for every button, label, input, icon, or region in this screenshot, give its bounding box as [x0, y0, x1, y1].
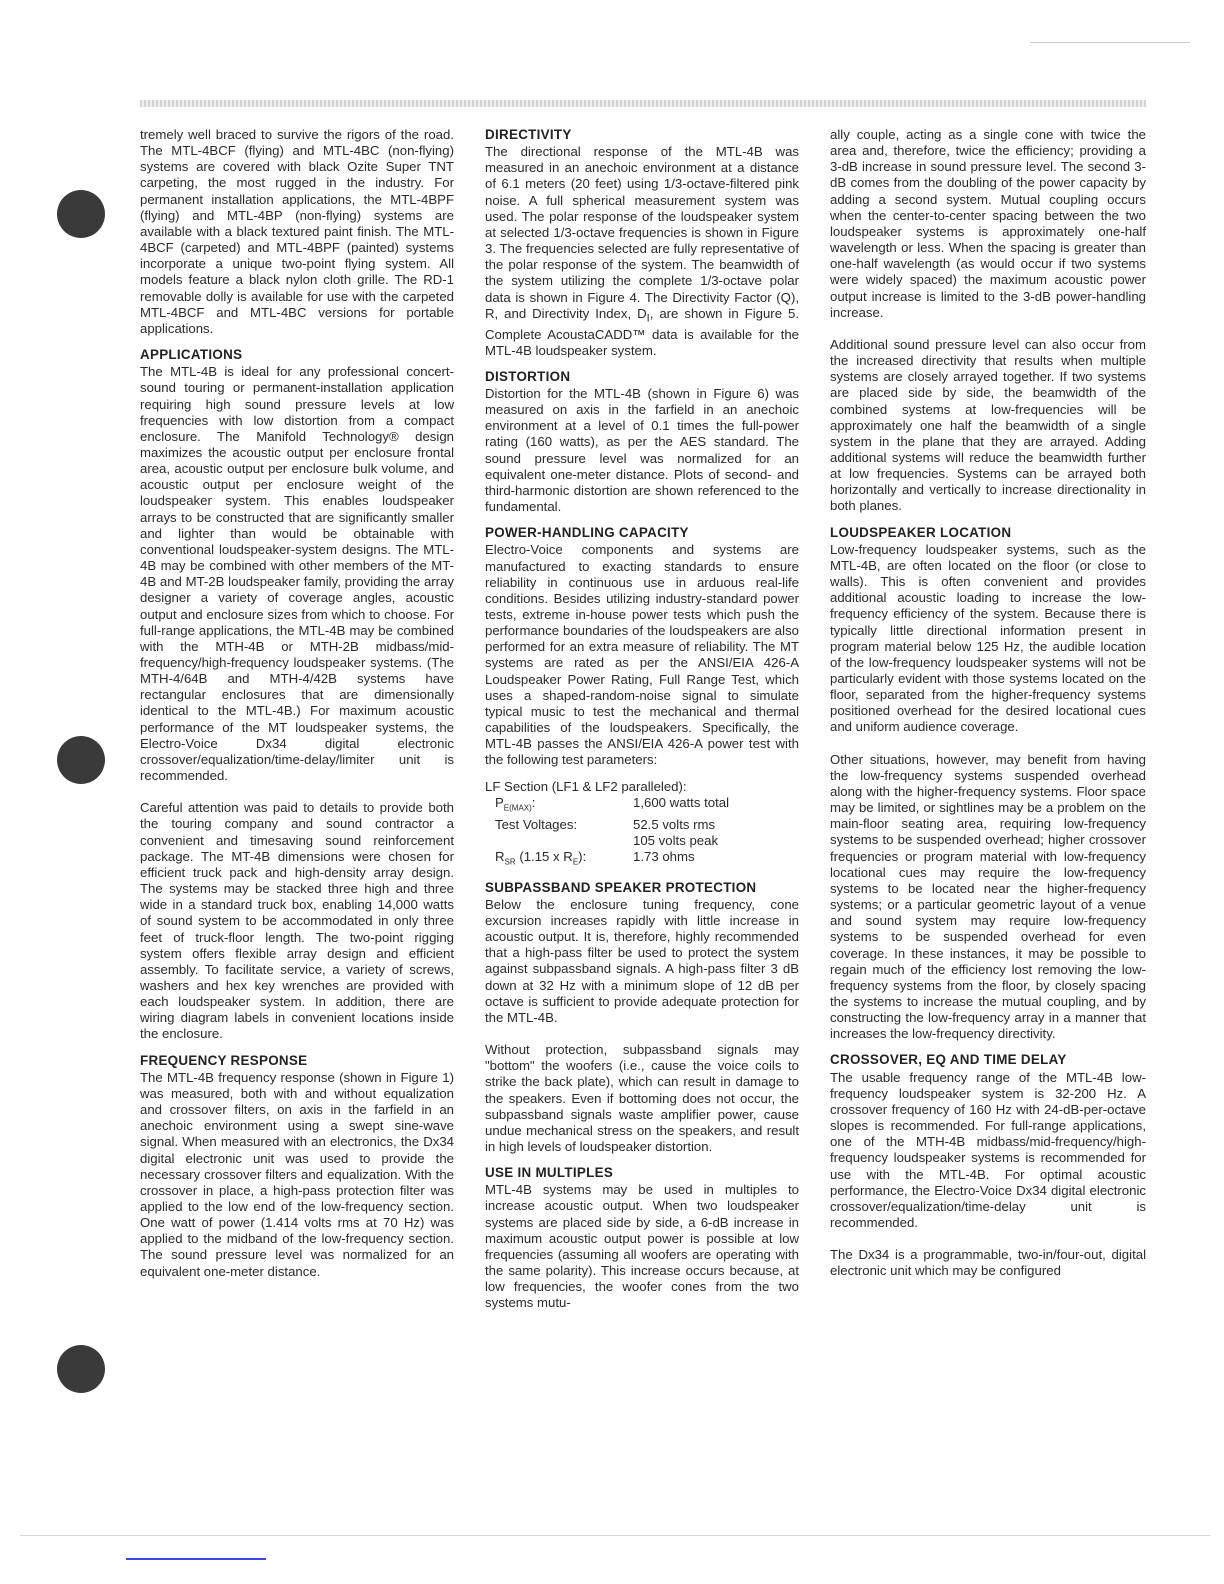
column-right — [830, 127, 1146, 1289]
subpassband-heading: SUBPASSBAND SPEAKER PROTECTION — [485, 879, 757, 895]
directivity-text-a: The directional response of the MTL-4B was measured in an anechoic environment at a distance of 6.1 meters (20 feet) using 1/3-octave-filtered pink noise. A full spherical measurement system was used. The polar response of the loudspeaker system at selected 1/3-octave frequencies is shown in Figure 3. The frequencies selected are fully representative of the polar response of the system. The beamwidth of the system utilizing the complete 1/3-octave polar data is shown in Figure 4. The Directivity Factor (Q), R, and Directivity Index, D — [485, 144, 799, 321]
rsr-label: $R_{SR}$ (1.15 x $R_E$): — [495, 848, 587, 867]
subpassband-paragraph-2: Without protection, subpassband signals may "bottom" the woofers (i.e., cause the voice coils to strike the back plate), which can result in damage to the speakers. Even if bottoming does not occur, the subpassband signals waste amplifier power, cause undue mechanical stress on the speakers, and result in high levels of loudspeaker distortion. — [485, 1042, 799, 1154]
rsr-value: 1.73 ohms — [633, 848, 695, 864]
distortion-paragraph: Distortion for the MTL-4B (shown in Figure 6) was measured on axis in the farfield in an anechoic environment at a level of 0.1 times the full-power rating (160 watts), as per the AES standard. The sound pressure level was normalized for an equivalent one-meter distance. Plots of second- and third-harmonic distortion are shown referenced to the fundamental. — [485, 385, 799, 515]
test-parameters — [485, 779, 799, 871]
test-voltage-rms: 52.5 volts rms — [633, 816, 716, 832]
frequency-response-paragraph: The MTL-4B frequency response (shown in Figure 1) was measured, both with and without equalization and crossover filters, on axis in the farfield in an anechoic environment using a swept sine-wave signal. When measured with an electronics, the Dx34 digital electronic unit was used to provide the necessary crossover filters and equalization. With the crossover in place, a high-pass protection filter was applied to the low end of the low-frequency section. One watt of power (1.414 volts rms at 70 Hz) was applied to the midband of the low-frequency section. The sound pressure level was normalized for an equivalent one-meter distance. — [140, 1069, 454, 1279]
punch-hole-bottom — [57, 1345, 105, 1393]
pe-max-value: 1,600 watts total — [633, 794, 730, 810]
power-handling-heading: POWER-HANDLING CAPACITY — [485, 525, 689, 541]
directivity-index-subscript: I — [646, 312, 650, 325]
distortion-heading: DISTORTION — [485, 368, 571, 384]
directivity-text-b: , are shown in Figure 5. Complete AcoustaCADD™ data is available for the MTL-4B loudspeaker system. — [485, 305, 799, 358]
blue-footer-mark — [126, 1558, 266, 1560]
location-paragraph-2: Other situations, however, may benefit from having the low-frequency systems suspended overhead along with the higher-frequency systems. Floor space may be limited, or sightlines may be a problem on the main-floor seating area, requiring low-frequency systems to be suspended overhead; higher crossover frequencies or program material with low-frequency locational cues may require the low-frequency systems to be located near the higher-frequency systems; or a particular geometric layout of a venue and sound system may require low-frequency systems to be suspended overhead for even coverage. In these instances, it may be possible to regain much of the efficiency lost removing the low-frequency systems from the floor, by closely spacing the systems to increase the mutual coupling, and by constructing the low-frequency array in a manner that increases the low-frequency directivity. — [830, 751, 1146, 1042]
directivity-heading: DIRECTIVITY — [485, 127, 572, 142]
test-voltage-peak: 105 volts peak — [633, 832, 719, 848]
crossover-paragraph-1: The usable frequency range of the MTL-4B low-frequency loudspeaker system is 32-200 Hz. A crossover frequency of 160 Hz with 24-dB-per-octave slopes is recommended. For full-range applications, one of the MTH-4B midbass/mid-frequency/high-frequency loudspeaker systems is recommended for use with the MTL-4B. For optimal acoustic performance, the Electro-Voice Dx34 digital electronic crossover/equalization/time-delay unit is recommended. — [830, 1069, 1146, 1230]
power-handling-paragraph: Electro-Voice components and systems are manufactured to exacting standards to ensure reliability in continuous use in arduous real-life conditions. Besides utilizing industry-standard power tests, extreme in-house power tests which push the performance boundaries of the loudspeakers are also performed for an extra measure of reliability. The MT systems are rated as per the ANSI/EIA 426-A Loudspeaker Power Rating, Full Range Test, which uses a shaped-random-noise signal to simulate typical music to test the mechanical and thermal capabilities of the loudspeakers. Specifically, the MTL-4B passes the ANSI/EIA 426-A power test with the following test parameters: — [485, 542, 799, 768]
applications-paragraph-2: Careful attention was paid to details to provide both the touring company and sound contractor a convenient and timesaving sound reinforcement package. The MT-4B dimensions were chosen for efficient truck pack and high-density array design. The systems may be stacked three high and three wide in a standard truck box, enabling 14,000 watts of sound system to be accommodated in only three feet of truck-floor length. The two-point rigging system offers flexible array design and efficient assembly. To facilitate service, a variety of screws, washers and hex key wrenches are provided with each loudspeaker system. In addition, there are wiring diagram labels in convenient locations inside the enclosure. — [140, 800, 454, 1042]
lf-section-label: LF Section (LF1 & LF2 paralleled): — [485, 778, 687, 794]
column-middle — [485, 127, 799, 1322]
loudspeaker-location-heading: LOUDSPEAKER LOCATION — [830, 524, 1012, 540]
applications-paragraph-1: The MTL-4B is ideal for any professional concert-sound touring or permanent-installation application requiring high sound pressure levels at low frequencies with low distortion from a compact enclosure. The Manifold Technology® design maximizes the acoustic output per enclosure frontal area, acoustic output per enclosure bulk volume, and acoustic output per enclosure weight of the loudspeaker system. This enables loudspeaker arrays to be constructed that are significantly smaller and lighter than would be obtainable with conventional loudspeaker-system designs. The MTL-4B may be combined with other members of the MT-4B and MT-2B loudspeaker family, providing the array designer a variety of coverage angles, acoustic output and enclosure sizes from which to choose. For full-range applications, the MTL-4B may be combined with the MTH-4B or MTH-2B midbass/mid-frequency/high-frequency loudspeaker systems. (The MTH-4/64B and MTH-4/42B systems have rectangular enclosures that are dimensionally identical to the MTL-4B.) For maximum acoustic performance of the MT loudspeaker systems, the Electro-Voice Dx34 digital electronic crossover/equalization/time-delay/limiter unit is recommended. — [140, 364, 454, 784]
location-paragraph-1: Low-frequency loudspeaker systems, such as the MTL-4B, are often located on the floor (or close to walls). This is often convenient and provides additional acoustic loading to increase the low-frequency efficiency of the system. Because there is typically little directional information present in program material below 125 Hz, the audible location of the low-frequency loudspeaker systems will not be particularly evident with those systems located on the floor, separated from the higher-frequency systems positioned overhead for the desired locational cues and uniform audience coverage. — [830, 541, 1146, 735]
multiples-continued-paragraph: ally couple, acting as a single cone with twice the area and, therefore, twice the efficiency; providing a 3-dB increase in sound pressure level. The second 3-dB comes from the doubling of the power capacity by adding a second system. Mutual coupling occurs when the center-to-center spacing between the two loudspeaker systems is approximately one-half wavelength or less. When the spacing is greater than one-half wavelength (as would occur if two systems were widely spaced) the maximum acoustic power output increase is limited to the 3-dB power-handling increase. — [830, 127, 1146, 320]
multiples-paragraph-2: Additional sound pressure level can also occur from the increased directivity that results when multiple systems are closely arrayed together. If two systems are placed side by side, the beamwidth of the combined systems at low-frequencies will be approximately one half the beamwidth of a single system in the plane that they are arrayed. Adding additional systems will reduce the beamwidth further at low frequencies. Systems can be arrayed both horizontally and vertically to increase directionality in both planes. — [830, 336, 1146, 514]
crossover-paragraph-2: The Dx34 is a programmable, two-in/four-out, digital electronic unit which may be configured — [830, 1247, 1146, 1279]
frequency-response-heading: FREQUENCY RESPONSE — [140, 1052, 308, 1068]
crossover-heading: CROSSOVER, EQ AND TIME DELAY — [830, 1052, 1067, 1068]
intro-paragraph: tremely well braced to survive the rigors of the road. The MTL-4BCF (flying) and MTL-4BC (non-flying) systems are covered with black Ozite Super TNT carpeting, the most rugged in the industry. For permanent installation applications, the MTL-4BPF (flying) and MTL-4BP (non-flying) systems are available with a black textured paint finish. The MTL-4BCF (carpeted) and MTL-4BPF (painted) systems incorporate a unique two-point flying system. All models feature a black nylon cloth grille. The RD-1 removable dolly is available for use with the carpeted MTL-4BCF and MTL-4BC versions for portable applications. — [140, 127, 454, 336]
multiples-paragraph-1: MTL-4B systems may be used in multiples to increase acoustic output. When two loudspeaker systems are placed side by side, a 6-dB increase in maximum acoustic output power is possible at low frequencies (assuming all woofers are operating with the same polarity). This increase occurs because, at low frequencies, the woofer cones from the two systems mutu- — [485, 1182, 799, 1311]
test-voltages-label: Test Voltages: — [495, 816, 578, 832]
directivity-paragraph — [485, 144, 799, 359]
top-right-rule — [1030, 42, 1190, 43]
punch-hole-top — [57, 190, 105, 238]
subpassband-paragraph-1: Below the enclosure tuning frequency, cone excursion increases rapidly with little increase in acoustic output. It is, therefore, highly recommended that a high-pass filter be used to protect the system against subpassband signals. A high-pass filter 3 dB down at 32 Hz with a minimum slope of 12 dB per octave is sufficient to provide adequate protection for the MTL-4B. — [485, 896, 799, 1025]
punch-hole-middle — [57, 736, 105, 784]
column-left — [140, 127, 454, 1290]
footer-rule — [20, 1535, 1210, 1536]
header-band — [140, 100, 1146, 107]
applications-heading: APPLICATIONS — [140, 347, 243, 363]
multiples-heading: USE IN MULTIPLES — [485, 1165, 614, 1181]
pe-max-label: $P_{E(MAX)}$: — [495, 794, 536, 813]
